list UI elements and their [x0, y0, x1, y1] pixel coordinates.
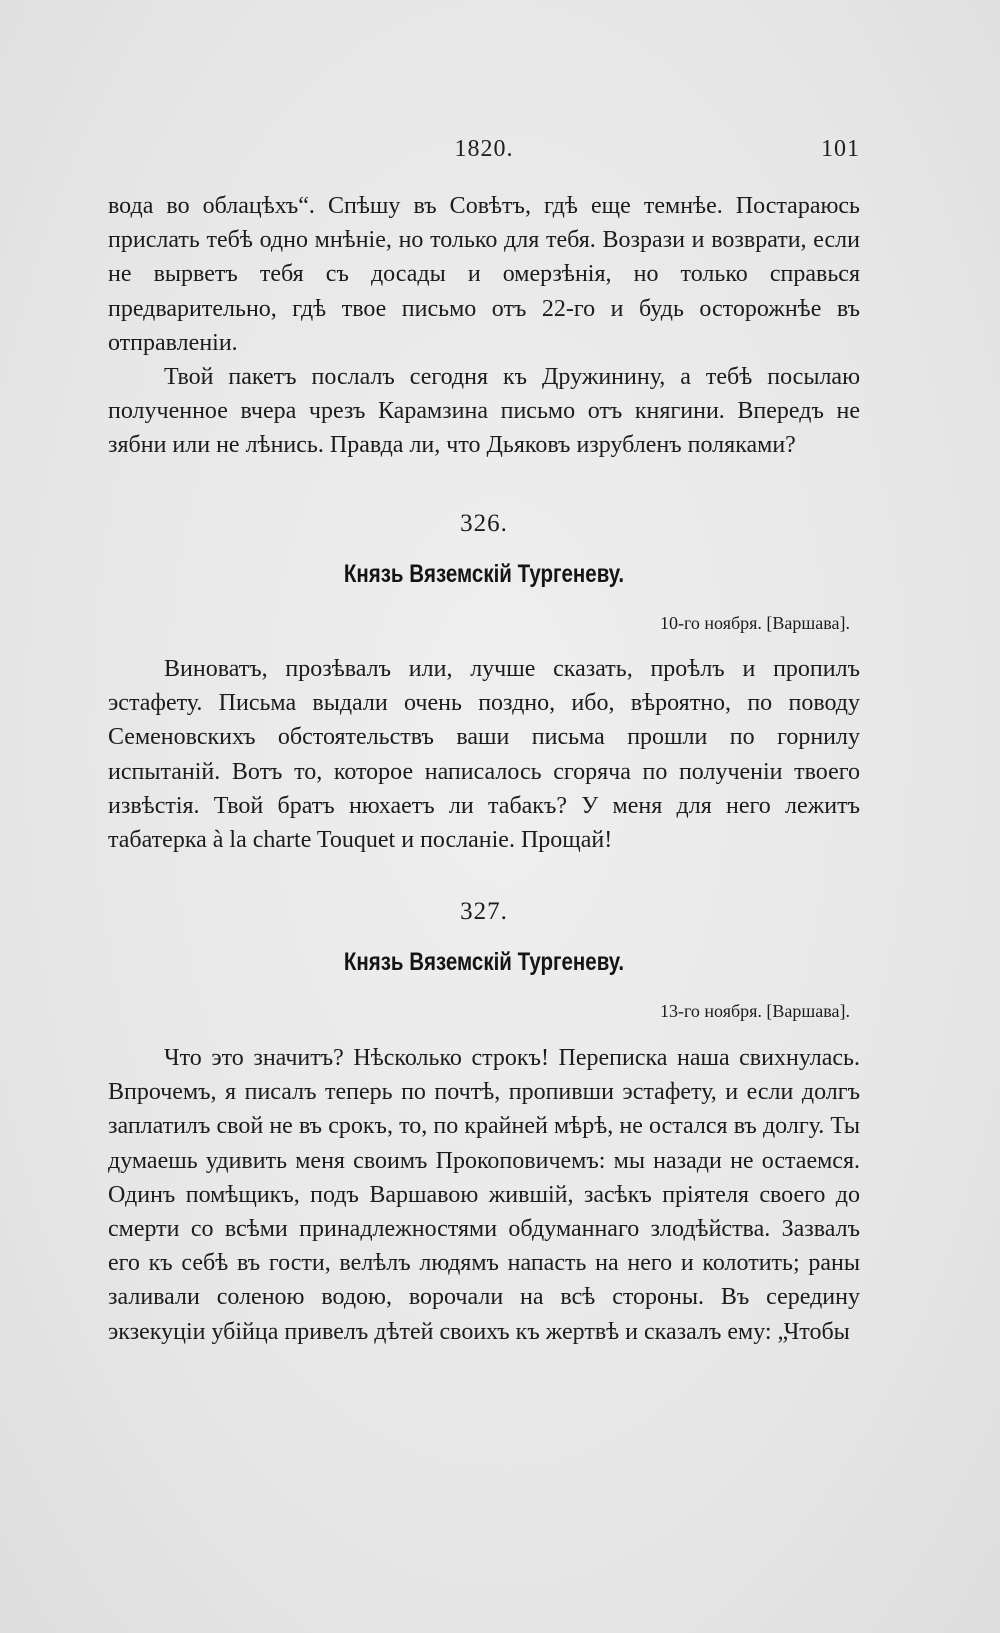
- letter-327-text: Что это значитъ? Нѣсколько строкъ! Переписка наша свихнулась. Впрочемъ, я писалъ теперь по почтѣ, пропивши эстафету, и если долгъ заплатилъ свой не въ срокъ, то, по крайней мѣрѣ, не остался въ долгу. Ты думаешь удивить меня своимъ Прокоповичемъ: мы назади не остаемся. Одинъ помѣщикъ, подъ Варшавою жившій, засѣкъ пріятеля своего до смерти со всѣми принадлежностями обдуманнаго злодѣйства. Зазвалъ его къ себѣ въ гости, велѣлъ людямъ напасть на него и колотить; раны заливали соленою водою, ворочали на всѣ стороны. Въ середину экзекуціи убійца привелъ дѣтей своихъ къ жертвѣ и сказалъ ему: „Чтобы: [108, 1045, 860, 1345]
- letter-326-text: Виноватъ, прозѣвалъ или, лучше сказать, проѣлъ и пропилъ эстафету. Письма выдали очень поздно, ибо, вѣроятно, по поводу Семеновскихъ обстоятельствъ ваши письма прошли по горнилу испытаній. Вотъ то, которое написалось сгоряча по полученіи твоего извѣстія. Твой братъ нюхаетъ ли табакъ? У меня для него лежитъ табатерка à la charte Touquet и посланіе. Прощай!: [108, 656, 860, 854]
- continuation-paragraph-2: Твой пакетъ послалъ сегодня къ Дружинину, а тебѣ посылаю полученное вчера чрезъ Карамзина письмо отъ княгини. Впередъ не зябни или не лѣнись. Правда ли, что Дьяковъ изрубленъ поляками?: [108, 364, 860, 459]
- letter-326-heading: Князь Вяземскій Тургеневу.: [343, 560, 625, 588]
- running-head-year: 1820.: [454, 136, 514, 162]
- letter-327-number: 327.: [460, 898, 508, 925]
- page-number: 101: [821, 136, 860, 162]
- continuation-paragraph-1: вода во облацѣхъ“. Спѣшу въ Совѣтъ, гдѣ еще темнѣе. Постараюсь прислать тебѣ одно мнѣніе, но только для тебя. Возрази и возврати, если не вырветъ тебя съ досады и омерзѣнія, но только справься предварительно, гдѣ твое письмо отъ 22-го и будь осторожнѣе въ отправленіи.: [108, 193, 860, 356]
- letter-327-heading: Князь Вяземскій Тургеневу.: [343, 948, 625, 976]
- letter-327-dateline: 13-го ноября. [Варшава].: [659, 1001, 850, 1021]
- letter-326-number: 326.: [460, 510, 508, 537]
- letter-326-dateline: 10-го ноября. [Варшава].: [659, 613, 850, 633]
- running-head: [108, 136, 860, 172]
